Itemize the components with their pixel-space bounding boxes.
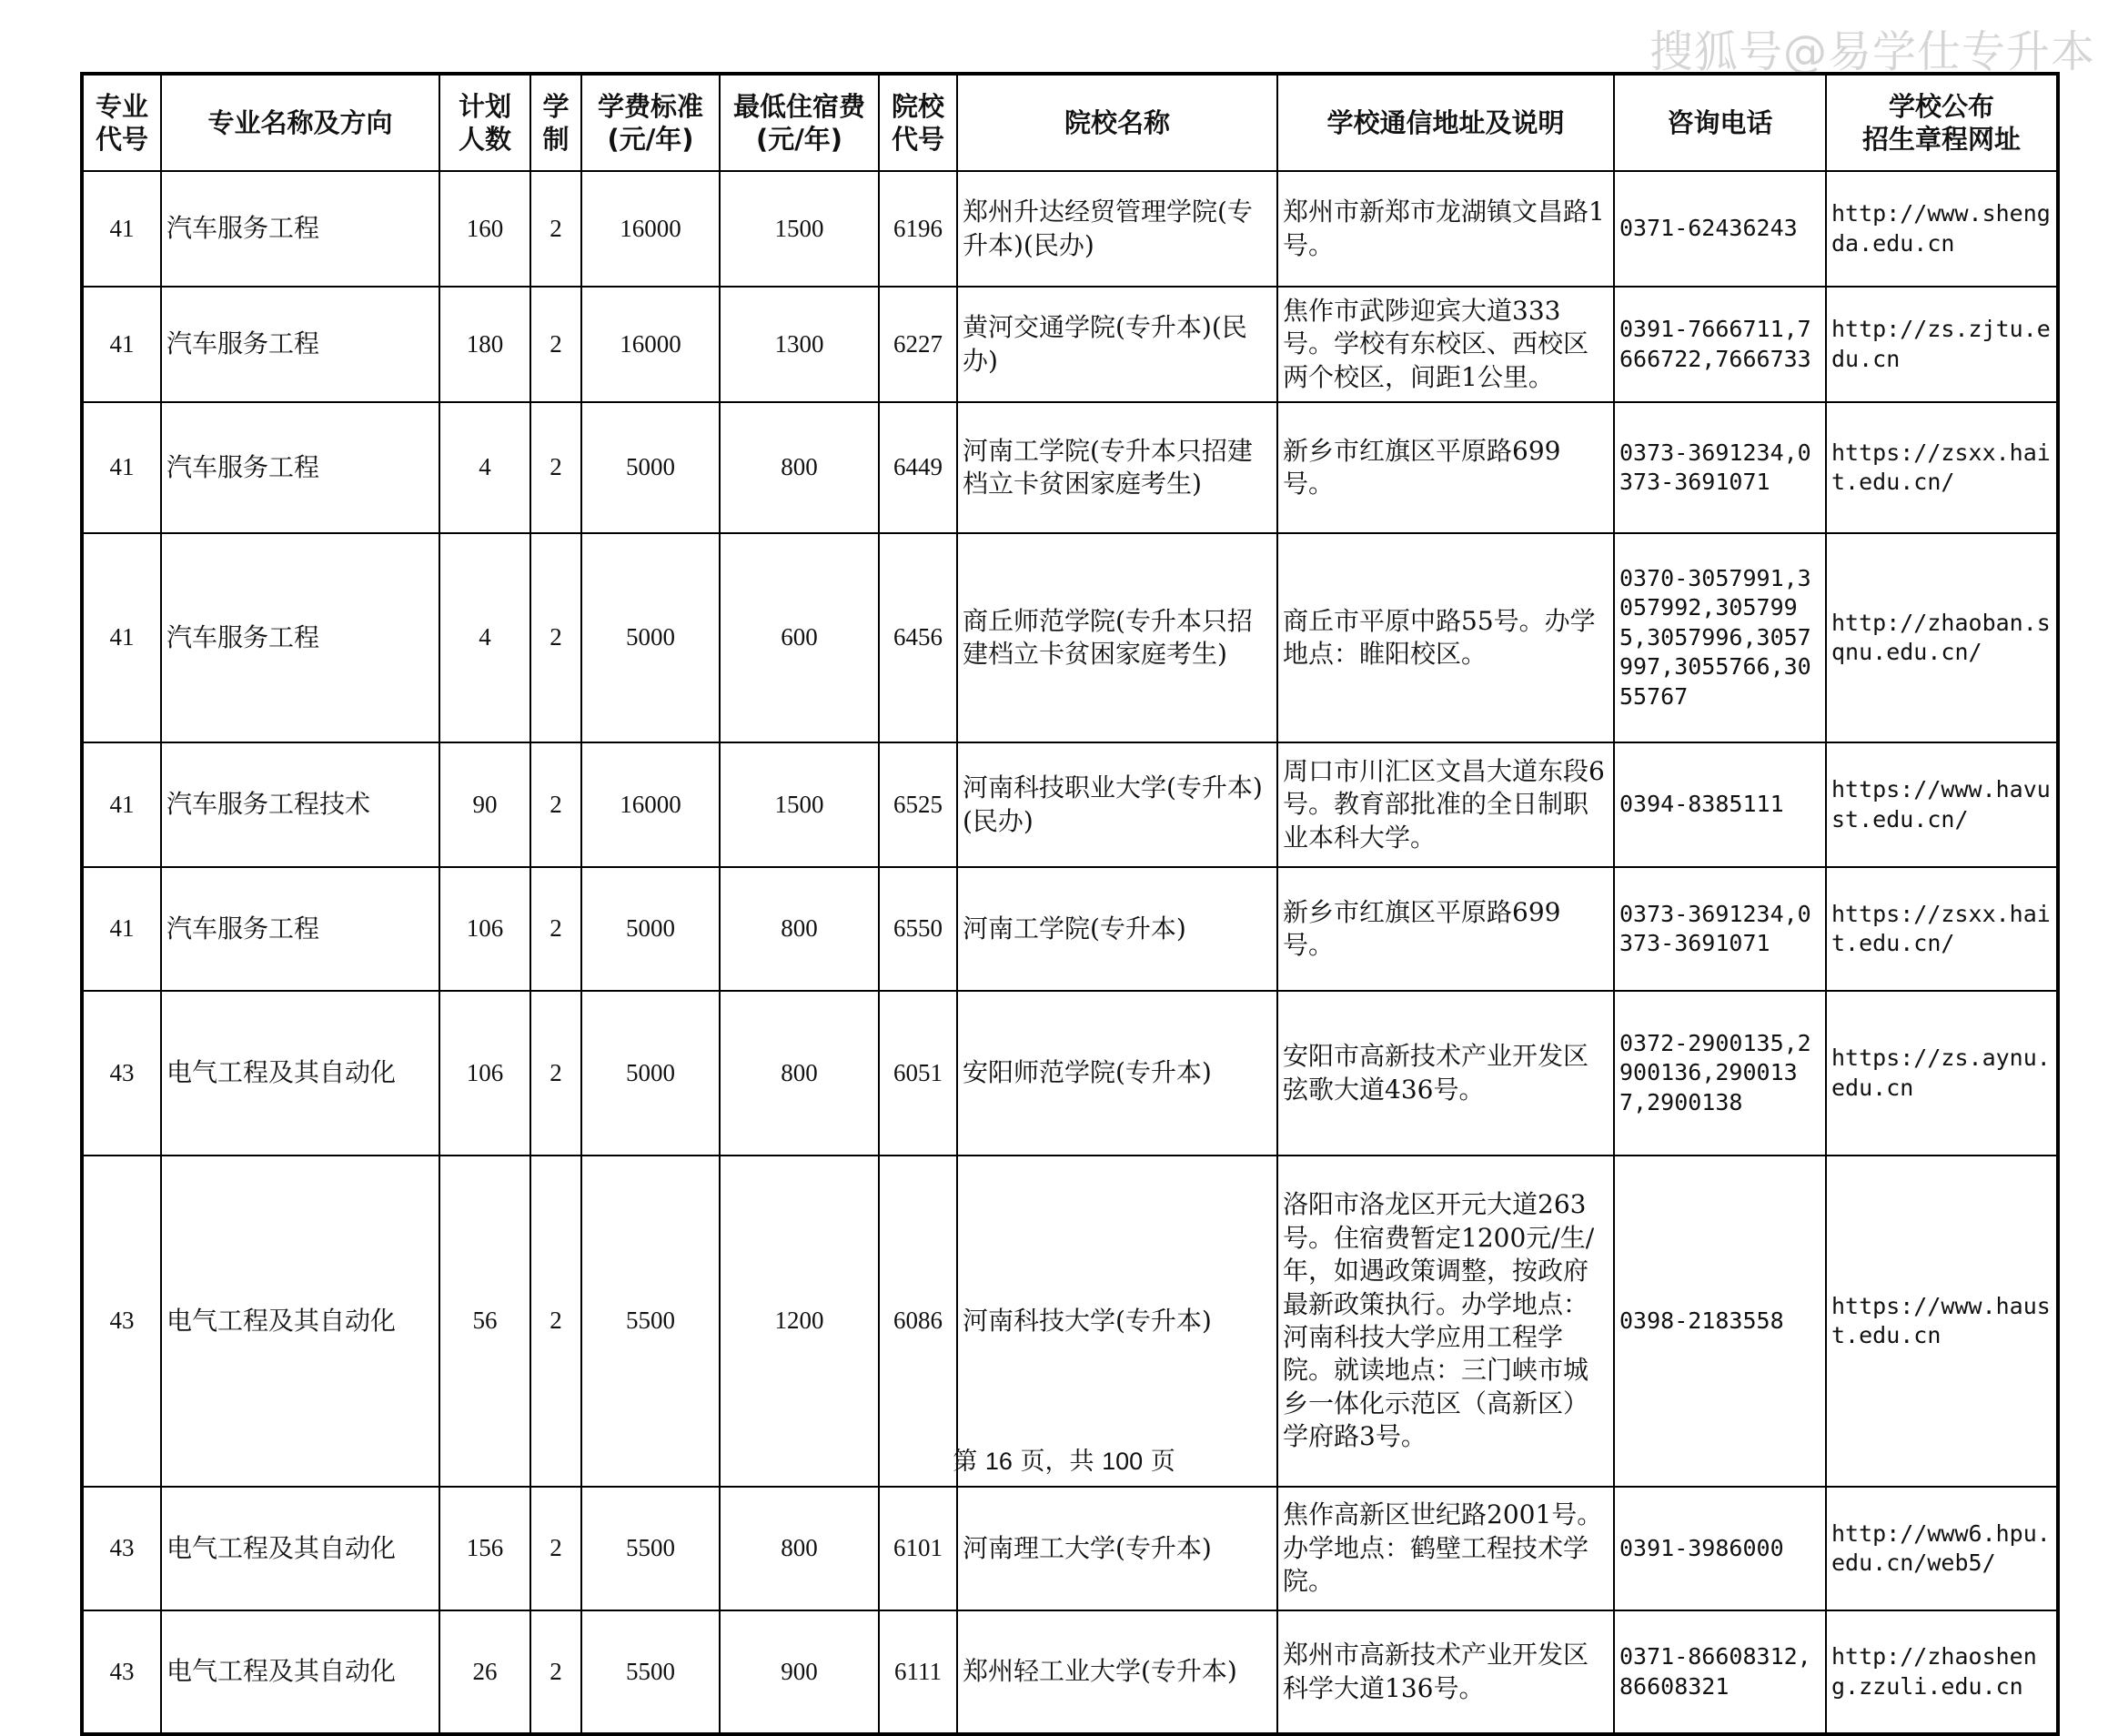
cell-lodging: 800 — [720, 1487, 879, 1610]
cell-address: 新乡市红旗区平原路699号。 — [1277, 402, 1614, 533]
cell-lodging: 600 — [720, 533, 879, 742]
col-header-phone: 咨询电话 — [1614, 74, 1826, 171]
col-header-school-name: 院校名称 — [957, 74, 1277, 171]
cell-phone: 0373-3691234,0373-3691071 — [1614, 402, 1826, 533]
cell-school-code: 6111 — [879, 1610, 957, 1734]
cell-school-code: 6449 — [879, 402, 957, 533]
cell-major-name: 汽车服务工程 — [161, 287, 439, 402]
col-header-major-name: 专业名称及方向 — [161, 74, 439, 171]
col-header-address: 学校通信地址及说明 — [1277, 74, 1614, 171]
cell-website: https://zsxx.hait.edu.cn/ — [1826, 867, 2058, 991]
cell-school-code: 6051 — [879, 991, 957, 1156]
cell-plan-count: 180 — [439, 287, 530, 402]
table-row — [82, 171, 2058, 287]
cell-address: 周口市川汇区文昌大道东段6号。教育部批准的全日制职业本科大学。 — [1277, 742, 1614, 867]
footer-suffix: 页 — [1143, 1448, 1175, 1476]
cell-website: https://www.havust.edu.cn/ — [1826, 742, 2058, 867]
table-row — [82, 402, 2058, 533]
table-row — [82, 867, 2058, 991]
cell-phone: 0398-2183558 — [1614, 1156, 1826, 1487]
cell-tuition: 16000 — [581, 287, 720, 402]
cell-major-code: 43 — [82, 991, 161, 1156]
cell-school-name: 黄河交通学院(专升本)(民办) — [957, 287, 1277, 402]
cell-duration: 2 — [530, 742, 581, 867]
cell-duration: 2 — [530, 402, 581, 533]
cell-school-name: 郑州轻工业大学(专升本) — [957, 1610, 1277, 1734]
cell-plan-count: 56 — [439, 1156, 530, 1487]
cell-plan-count: 160 — [439, 171, 530, 287]
table-row — [82, 533, 2058, 742]
cell-phone: 0371-62436243 — [1614, 171, 1826, 287]
cell-lodging: 1200 — [720, 1156, 879, 1487]
cell-major-name: 电气工程及其自动化 — [161, 1156, 439, 1487]
cell-school-name: 商丘师范学院(专升本只招建档立卡贫困家庭考生) — [957, 533, 1277, 742]
cell-tuition: 5000 — [581, 533, 720, 742]
cell-plan-count: 4 — [439, 533, 530, 742]
cell-address: 郑州市新郑市龙湖镇文昌路1号。 — [1277, 171, 1614, 287]
cell-major-code: 41 — [82, 402, 161, 533]
cell-school-code: 6550 — [879, 867, 957, 991]
cell-duration: 2 — [530, 867, 581, 991]
cell-phone: 0370-3057991,3057992,3057995,3057996,3057997,3055766,3055767 — [1614, 533, 1826, 742]
cell-major-name: 汽车服务工程 — [161, 867, 439, 991]
col-header-plan-count: 计划 人数 — [439, 74, 530, 171]
cell-duration: 2 — [530, 1156, 581, 1487]
cell-major-code: 43 — [82, 1487, 161, 1610]
cell-tuition: 16000 — [581, 171, 720, 287]
page-footer — [0, 1441, 2128, 1477]
col-header-major-code: 专业 代号 — [82, 74, 161, 171]
cell-school-name: 河南科技大学(专升本) — [957, 1156, 1277, 1487]
table-row — [82, 1610, 2058, 1734]
cell-duration: 2 — [530, 991, 581, 1156]
cell-phone: 0391-7666711,7666722,7666733 — [1614, 287, 1826, 402]
watermark-text: 搜狐号@易学仕专升本 — [1649, 26, 2095, 77]
cell-website: https://zs.aynu.edu.cn — [1826, 991, 2058, 1156]
cell-phone: 0371-86608312,86608321 — [1614, 1610, 1826, 1734]
cell-tuition: 16000 — [581, 742, 720, 867]
cell-lodging: 1300 — [720, 287, 879, 402]
cell-major-code: 41 — [82, 171, 161, 287]
cell-school-name: 郑州升达经贸管理学院(专升本)(民办) — [957, 171, 1277, 287]
col-header-lodging: 最低住宿费 (元/年) — [720, 74, 879, 171]
cell-website: http://www.shengda.edu.cn — [1826, 171, 2058, 287]
cell-duration: 2 — [530, 1610, 581, 1734]
cell-website: http://zhaosheng.zzuli.edu.cn — [1826, 1610, 2058, 1734]
cell-school-code: 6456 — [879, 533, 957, 742]
cell-address: 焦作市武陟迎宾大道333号。学校有东校区、西校区两个校区，间距1公里。 — [1277, 287, 1614, 402]
cell-school-code: 6525 — [879, 742, 957, 867]
cell-school-code: 6227 — [879, 287, 957, 402]
cell-address: 焦作高新区世纪路2001号。办学地点：鹤壁工程技术学院。 — [1277, 1487, 1614, 1610]
cell-school-name: 安阳师范学院(专升本) — [957, 991, 1277, 1156]
cell-school-code: 6086 — [879, 1156, 957, 1487]
cell-major-code: 43 — [82, 1610, 161, 1734]
footer-middle: 页，共 — [1012, 1448, 1103, 1476]
cell-lodging: 1500 — [720, 171, 879, 287]
cell-school-name: 河南工学院(专升本只招建档立卡贫困家庭考生) — [957, 402, 1277, 533]
cell-major-name: 汽车服务工程 — [161, 171, 439, 287]
cell-major-name: 汽车服务工程技术 — [161, 742, 439, 867]
cell-major-code: 41 — [82, 867, 161, 991]
cell-website: http://zhaoban.sqnu.edu.cn/ — [1826, 533, 2058, 742]
cell-tuition: 5000 — [581, 867, 720, 991]
col-header-website: 学校公布 招生章程网址 — [1826, 74, 2058, 171]
cell-address: 洛阳市洛龙区开元大道263号。住宿费暂定1200元/生/年，如遇政策调整，按政府最新政策执行。办学地点：河南科技大学应用工程学院。就读地点：三门峡市城乡一体化示范区（高新区）学府路3号。 — [1277, 1156, 1614, 1487]
col-header-school-code: 院校 代号 — [879, 74, 957, 171]
total-pages: 100 — [1102, 1448, 1144, 1475]
cell-school-code: 6101 — [879, 1487, 957, 1610]
cell-school-name: 河南理工大学(专升本) — [957, 1487, 1277, 1610]
cell-lodging: 800 — [720, 867, 879, 991]
table-row — [82, 1487, 2058, 1610]
cell-plan-count: 26 — [439, 1610, 530, 1734]
cell-lodging: 1500 — [720, 742, 879, 867]
cell-website: http://zs.zjtu.edu.cn — [1826, 287, 2058, 402]
cell-school-name: 河南科技职业大学(专升本)(民办) — [957, 742, 1277, 867]
table-header-row — [82, 74, 2058, 171]
cell-phone: 0391-3986000 — [1614, 1487, 1826, 1610]
cell-phone: 0373-3691234,0373-3691071 — [1614, 867, 1826, 991]
cell-address: 安阳市高新技术产业开发区弦歌大道436号。 — [1277, 991, 1614, 1156]
admissions-table — [80, 72, 2060, 1736]
cell-major-code: 41 — [82, 533, 161, 742]
cell-address: 郑州市高新技术产业开发区科学大道136号。 — [1277, 1610, 1614, 1734]
table-row — [82, 287, 2058, 402]
cell-website: https://zsxx.hait.edu.cn/ — [1826, 402, 2058, 533]
cell-major-name: 电气工程及其自动化 — [161, 991, 439, 1156]
cell-lodging: 800 — [720, 402, 879, 533]
cell-major-name: 电气工程及其自动化 — [161, 1487, 439, 1610]
cell-tuition: 5000 — [581, 402, 720, 533]
cell-address: 新乡市红旗区平原路699号。 — [1277, 867, 1614, 991]
cell-major-code: 41 — [82, 742, 161, 867]
cell-major-name: 汽车服务工程 — [161, 533, 439, 742]
table-row — [82, 1156, 2058, 1487]
cell-plan-count: 156 — [439, 1487, 530, 1610]
cell-duration: 2 — [530, 1487, 581, 1610]
cell-plan-count: 90 — [439, 742, 530, 867]
footer-prefix: 第 — [953, 1448, 985, 1476]
cell-tuition: 5500 — [581, 1487, 720, 1610]
cell-tuition: 5000 — [581, 991, 720, 1156]
table-row — [82, 742, 2058, 867]
table-row — [82, 991, 2058, 1156]
cell-address: 商丘市平原中路55号。办学地点：睢阳校区。 — [1277, 533, 1614, 742]
cell-website: https://www.haust.edu.cn — [1826, 1156, 2058, 1487]
cell-major-name: 电气工程及其自动化 — [161, 1610, 439, 1734]
cell-plan-count: 4 — [439, 402, 530, 533]
cell-duration: 2 — [530, 533, 581, 742]
cell-duration: 2 — [530, 287, 581, 402]
page-number: 16 — [984, 1448, 1013, 1475]
cell-major-code: 43 — [82, 1156, 161, 1487]
cell-major-code: 41 — [82, 287, 161, 402]
cell-tuition: 5500 — [581, 1156, 720, 1487]
cell-school-code: 6196 — [879, 171, 957, 287]
cell-lodging: 900 — [720, 1610, 879, 1734]
cell-plan-count: 106 — [439, 867, 530, 991]
cell-website: http://www6.hpu.edu.cn/web5/ — [1826, 1487, 2058, 1610]
cell-phone: 0394-8385111 — [1614, 742, 1826, 867]
col-header-tuition: 学费标准 (元/年) — [581, 74, 720, 171]
cell-phone: 0372-2900135,2900136,2900137,2900138 — [1614, 991, 1826, 1156]
cell-plan-count: 106 — [439, 991, 530, 1156]
cell-lodging: 800 — [720, 991, 879, 1156]
col-header-duration: 学 制 — [530, 74, 581, 171]
cell-school-name: 河南工学院(专升本) — [957, 867, 1277, 991]
cell-duration: 2 — [530, 171, 581, 287]
cell-tuition: 5500 — [581, 1610, 720, 1734]
cell-major-name: 汽车服务工程 — [161, 402, 439, 533]
